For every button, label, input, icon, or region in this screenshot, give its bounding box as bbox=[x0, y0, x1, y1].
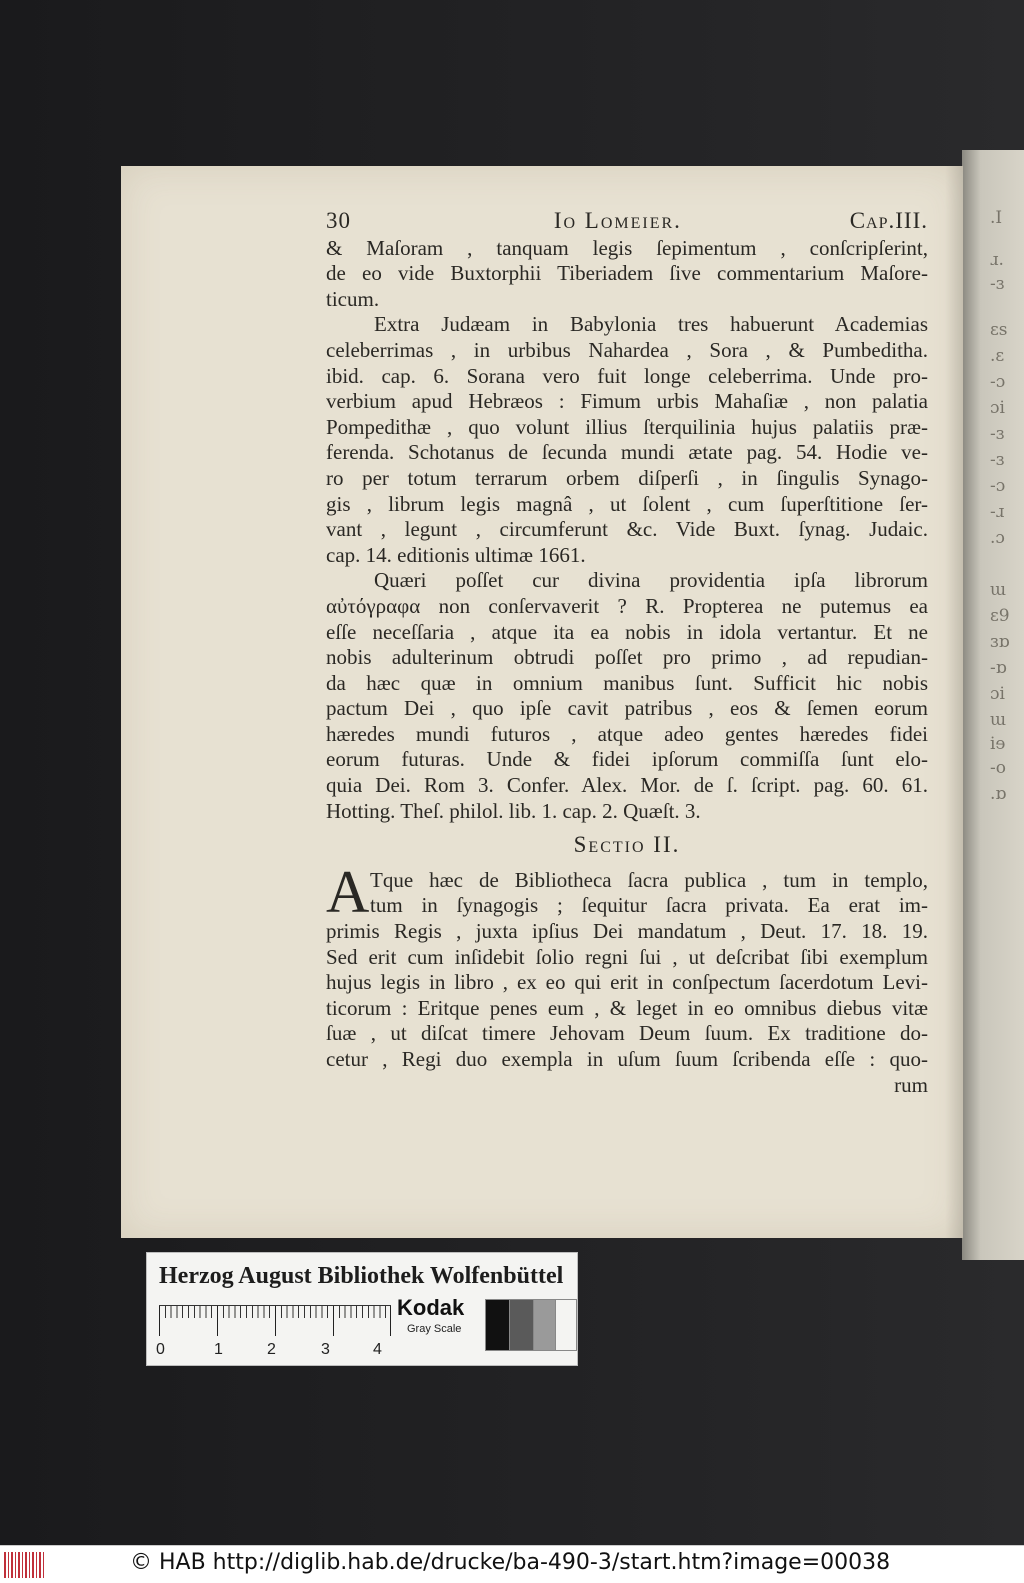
facing-page-glyph: -ɔ bbox=[990, 476, 1006, 496]
running-head-author: Io Lomeier. bbox=[553, 208, 682, 233]
text-line: de eo vide Buxtorphii Tiberiadem ſive commentarium Maſore- bbox=[326, 261, 928, 286]
text-line: Tque hæc de Bibliotheca ſacra publica , tum in templo, bbox=[370, 867, 928, 892]
text-line: Sed erit cum inſidebit ſolio regni ſui , ut deſcribat ſibi exemplum bbox=[326, 944, 928, 969]
facing-page-glyph: iɘ bbox=[990, 734, 1006, 754]
footer-bar bbox=[0, 1545, 1024, 1583]
text-line: hujus legis in libro , ex eo qui erit in conſpectum ſacerdotum Levi- bbox=[326, 970, 928, 995]
page-text bbox=[326, 208, 928, 1098]
text-line: ticorum : Eritque penes eum , & leget in eo omnibus diebus vitæ bbox=[326, 995, 928, 1020]
ruler-number: 3 bbox=[321, 1341, 330, 1358]
paragraph-4 bbox=[326, 858, 928, 1098]
facing-page-glyph: ɹ. bbox=[990, 250, 1004, 270]
copyright-url[interactable]: © HAB http://diglib.hab.de/drucke/ba-490-3/start.htm?image=00038 bbox=[130, 1550, 891, 1575]
section-heading: Sectio II. bbox=[573, 832, 681, 858]
text-line: verbium apud Hebræos : Fimum urbis Mahaſiæ , non palatia bbox=[326, 389, 928, 414]
text-line: eorum futuras. Unde & fidei ipſorum commiſſa ſunt elo- bbox=[326, 747, 928, 772]
running-head bbox=[326, 208, 928, 234]
facing-page-glyph: ɯ bbox=[990, 710, 1007, 730]
gray-swatch bbox=[509, 1299, 535, 1351]
facing-page-edge bbox=[962, 150, 1024, 1260]
facing-page-glyph: .I bbox=[990, 208, 1003, 228]
facing-page-glyph: ɔi bbox=[990, 398, 1005, 418]
scale-ruler bbox=[159, 1305, 391, 1336]
ruler-number: 4 bbox=[373, 1341, 382, 1358]
text-line: cetur , Regi duo exempla in uſum ſuum ſcribenda eſſe : quo- bbox=[326, 1047, 928, 1071]
text-line: Hotting. Theſ. philol. lib. 1. cap. 2. Quæſt. 3. bbox=[326, 798, 701, 823]
text-line: pactum Dei , quo ipſe cavit patribus , eos & ſemen eorum bbox=[326, 696, 928, 721]
text-line: hæredes mundi futuros , atque adeo gentes hæredes fidei bbox=[326, 721, 928, 746]
text-line: ticum. bbox=[326, 286, 380, 311]
catchword: rum bbox=[894, 1072, 928, 1097]
hab-logo-icon bbox=[4, 1552, 44, 1578]
text-line: eſſe neceſſaria , atque ita ea nobis in idola vertantur. Et ne bbox=[326, 619, 928, 644]
text-line: ibid. cap. 6. Sorana vero fuit longe celeberrima. Unde pro- bbox=[326, 363, 928, 388]
facing-page-glyph: .ɛ bbox=[990, 346, 1005, 366]
color-calibration-label bbox=[146, 1252, 578, 1366]
page-gutter-shadow bbox=[945, 166, 963, 1238]
facing-page-glyph: ɔi bbox=[990, 684, 1005, 704]
drop-cap: A bbox=[326, 858, 370, 925]
gray-scale-caption: Gray Scale bbox=[407, 1323, 462, 1335]
text-line: ſuæ , ut diſcat timere Jehovam Deum ſuum. Ex traditione do- bbox=[326, 1021, 928, 1046]
text-line: vant , legunt , circumferunt &c. Vide Buxt. ſynag. Judaic. bbox=[326, 517, 928, 542]
facing-page-glyph: ɯ bbox=[990, 580, 1007, 600]
paragraph-1 bbox=[326, 236, 928, 313]
text-line: quia Dei. Rom 3. Confer. Alex. Mor. de ſ. ſcript. pag. 60. 61. bbox=[326, 773, 928, 798]
text-line: nobis adulterinum obtrudi poſſet pro primo , ad repudian- bbox=[326, 645, 928, 670]
text-line: & Maſoram , tanquam legis ſepimentum , conſcripſerint, bbox=[326, 235, 928, 260]
ruler-number: 0 bbox=[156, 1341, 165, 1358]
text-line: da hæc quæ in omnium manibus ſunt. Sufficit hic nobis bbox=[326, 670, 928, 695]
facing-page-glyph: -ɜ bbox=[990, 274, 1005, 294]
text-line: cap. 14. editionis ultimæ 1661. bbox=[326, 542, 586, 567]
facing-page-glyph: -ɜ bbox=[990, 450, 1005, 470]
facing-page-glyph: -ɒ bbox=[990, 658, 1007, 678]
page-number: 30 bbox=[326, 208, 351, 233]
text-line: Extra Judæam in Babylonia tres habuerunt Academias bbox=[374, 312, 928, 337]
text-line: Quæri poſſet cur divina providentia ipſa librorum bbox=[374, 568, 928, 593]
paragraph-2 bbox=[326, 312, 928, 568]
text-line: tum in ſynagogis ; ſequitur ſacra privata. Ea erat im- bbox=[370, 893, 928, 918]
text-line: gis , librum legis magnâ , ut ſolent , cum ſuperſtitione ſer- bbox=[326, 491, 928, 516]
text-line: αὐτόγραφα non conſervaverit ? R. Propterea ne putemus ea bbox=[326, 593, 928, 618]
gray-swatch bbox=[485, 1299, 511, 1351]
text-line: ferenda. Schotanus de ſecunda mundi ætate pag. 54. Hodie ve- bbox=[326, 440, 928, 465]
facing-page-glyph: -ɔ bbox=[990, 372, 1006, 392]
text-line: celeberrimas , in urbibus Nahardea , Sora , & Pumbeditha. bbox=[326, 337, 928, 362]
kodak-logo: Kodak bbox=[397, 1295, 465, 1320]
text-line: ro per totum terrarum orbem diſperſi , in ſingulis Synago- bbox=[326, 465, 928, 490]
facing-page-glyph: -ɜ bbox=[990, 424, 1005, 444]
text-line: Pompedithæ , quo volunt illius ſterquilinia hujus palatiis præ- bbox=[326, 414, 928, 439]
facing-page-glyph: ɛs bbox=[990, 320, 1008, 340]
gray-swatch bbox=[533, 1299, 557, 1351]
library-name: Herzog August Bibliothek Wolfenbüttel bbox=[159, 1263, 564, 1289]
facing-page-glyph: .ɔ bbox=[990, 528, 1005, 548]
ruler-number: 1 bbox=[214, 1341, 223, 1358]
ruler-number: 2 bbox=[267, 1341, 276, 1358]
facing-page-glyph: ɜɒ bbox=[990, 632, 1010, 652]
facing-page-glyph: .ɒ bbox=[990, 784, 1007, 804]
text-line: primis Regis , juxta ipſius Dei mandatum , Deut. 17. 18. 19. bbox=[326, 919, 928, 944]
gray-swatch bbox=[555, 1299, 577, 1351]
facing-page-glyph: ɛ9 bbox=[990, 606, 1010, 626]
paragraph-3 bbox=[326, 568, 928, 824]
facing-page-glyph: -ɹ bbox=[990, 502, 1005, 522]
facing-page-glyph: -o bbox=[990, 758, 1006, 778]
running-head-chapter: Cap.III. bbox=[849, 208, 928, 233]
